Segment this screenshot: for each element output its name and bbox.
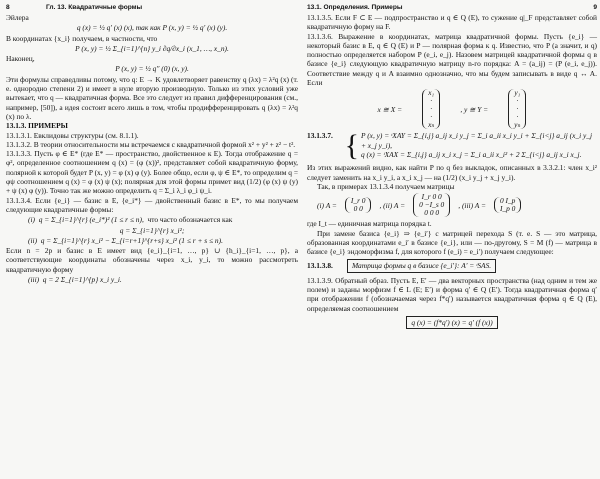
vector-entry: · xyxy=(516,112,519,122)
vector-entry: · xyxy=(516,104,519,114)
matrix-row: I_p 0 xyxy=(499,204,516,214)
matrix-ii xyxy=(413,193,450,217)
vector-entry: · xyxy=(430,104,433,114)
matrix-label: , (iii) A = xyxy=(458,200,486,210)
matrix-row: 0 0 0 xyxy=(424,208,440,218)
paragraph: 13.1.3.6. Выражение в координатах, матрица квадратичной формы. Пусть {e_i} — некоторый базис в E, q ∈ Q (E) и P — полярная форма к q. Известно, что P (а значит, и q) полностью определяется набором P (e_i, e_j). Назовем матрицей квадратичной формы q в базисе {e_i} следующую квадратичную матрицу n-го порядка: A = (a_ij) = (P (e_i, e_j)). Соответствие между q и A взаимно однозначно, что мы будем записывать в виде q ↔ A. Если xyxy=(307,31,597,88)
matrix-row: 0 I_p xyxy=(499,196,516,206)
paragraph: Так, в примерах 13.1.3.4 получаем матрицы xyxy=(317,181,455,191)
paragraph: 13.1.3.3. Пусть φ ∈ E* (где E* — пространство, двойственное к E). Тогда отображение q = φ², определенное соотношением q (x) = (φ (x))², представляет собой квадратичную форму, полярной к которой будет P (x, y) = φ (x) φ (y). Более общо, если φ, ψ ∈ E*, то определим q = φψ соотношением q (x) = φ (x) ψ (x); полярная для этой формы примет вид (1/2) (φ (x) ψ (y) + ψ (x) φ (y)). Точно так же можно определить q = Σ_i λ_i φ_i ψ_i. xyxy=(6,149,298,196)
text-line: В координатах {x_i} получаем, в частности, что xyxy=(6,33,158,43)
text-fragment: что часто обозначается как xyxy=(147,215,233,225)
equation-rows xyxy=(361,131,597,161)
vector-y-label: , y ≅ Y = xyxy=(460,104,489,114)
example-i xyxy=(28,215,298,224)
paragraph: При замене базиса {e_i} ⇒ {e_i′} с матрицей перехода S (т. е. S — это матрица, образованная координатами e_i′ в базисе {e_i}, или — по-другому, S = M (f) — матрица в базисе {e_i} эндоморфизма f, для которого f (e_i) = e_i′) получаем следующее: xyxy=(307,228,597,257)
equation-label: 13.1.3.7. xyxy=(307,131,333,141)
example-matrices xyxy=(317,193,597,217)
formula: q = Σ_{i=1}^{r} x_i²; xyxy=(119,225,185,235)
paragraph: 13.1.3.5. Если F ⊂ E — подпространство и q ∈ Q (E), то сужение q|_F представляет собой квадратичную форму на F. xyxy=(307,13,597,32)
left-running-head xyxy=(6,3,298,13)
vector-y xyxy=(508,89,526,129)
paragraph: Эти формулы справедливы потому, что q: E → K удовлетворяет равенству q (λx) = λ²q (x) (т. е. однородно степени 2) и имеет в нуле вторую производную. Только из этих условий уже вытекает, что q — квадратичная форма. Все это следует из правил дифференцирования (см., например, [50]), а идея состоит всего лишь в том, чтобы продифференцировать q (λx) = λ²q (x) по λ. xyxy=(6,74,298,121)
right-running-head xyxy=(307,3,597,13)
vector-entry: y₁ xyxy=(514,88,521,98)
formula: q = 2 Σ_{i=1}^{p} x_i y_i. xyxy=(42,275,122,285)
paragraph: 13.1.3.9. Обратный образ. Пусть E, E′ — два векторных пространства (над одним и тем же полем) и заданы морфизм f ∈ L (E; E′) и форма q′ ∈ Q (E′). Тогда квадратичная форма q′ при отображении f (обозначаемая через f*q′) называется квадратичная форма q ∈ Q (E), определяемая соотношением xyxy=(307,275,597,313)
example-label: (iii) xyxy=(28,275,40,285)
example-label: (ii) xyxy=(28,235,38,245)
example-ii xyxy=(28,236,298,245)
matrix-row: 0 −I_s 0 xyxy=(419,200,445,210)
equation-row: P (x, y) = ᵗXAY = Σ_{i,j} a_ij x_i y_j = Σ_i a_ii x_i y_i + Σ_{i<j} a_ij (x_i y_j + x_j y_i), xyxy=(360,131,593,150)
text-line: Наконец, xyxy=(6,54,35,64)
vector-entry: x₁ xyxy=(428,88,435,98)
paragraph: 13.1.3.4. Если {e_i} — базис в E, {e_i*} — двойственный базис в E*, то мы получаем следующие квадратичные формы: xyxy=(6,195,298,214)
left-page xyxy=(6,3,298,285)
vector-entry: · xyxy=(516,96,519,106)
right-page-number: 9 xyxy=(593,4,597,11)
coordinate-vectors xyxy=(307,89,597,129)
vector-entry: yₙ xyxy=(514,120,521,130)
left-page-number: 8 xyxy=(6,4,10,11)
right-page xyxy=(307,3,597,332)
left-chapter-title: Гл. 13. Квадратичные формы xyxy=(46,4,143,11)
formula: P (x, y) = ½ q″ (0) (x, y). xyxy=(115,64,189,74)
formula: q (x) = ½ q′ (x) (x), так как P (x, y) = ½ q′ (x) (y). xyxy=(76,23,228,33)
matrix-iii xyxy=(494,197,521,213)
matrix-row: 0 0 xyxy=(353,204,363,214)
paragraph: Из этих выражений видно, как найти P по q без выкладок, описанных в 3.3.2.1: член x_i² следует заменить на x_i y_i, а x_i x_j — на (1/2) (x_i y_j + x_j y_i). xyxy=(307,163,597,182)
vector-x xyxy=(422,89,440,129)
example-label: (i) xyxy=(28,215,35,225)
boxed-definition-row xyxy=(307,316,597,329)
section-heading: 13.1.3. ПРИМЕРЫ xyxy=(6,121,68,131)
formula: q = Σ_{i=1}^{r} (e_i*)² (1 ≤ r ≤ n), xyxy=(38,215,144,225)
boxed-statement-row xyxy=(307,259,597,272)
equation-system xyxy=(307,131,597,161)
matrix-row: I_r 0 0 xyxy=(421,192,442,202)
formula: q = Σ_{i=1}^{r} x_i² − Σ_{i=r+1}^{r+s} x_i² (1 ≤ r + s ≤ n). xyxy=(40,235,223,245)
matrix-label: (i) A = xyxy=(317,200,337,210)
paragraph: 13.1.3.1. Евклидовы структуры (см. 8.1.1). xyxy=(6,130,139,140)
vector-entry: · xyxy=(430,96,433,106)
vector-x-label: x ≅ X = xyxy=(377,104,403,114)
example-iii xyxy=(28,275,298,284)
vector-entry: · xyxy=(430,112,433,122)
matrix-row: I_r 0 xyxy=(350,196,366,206)
left-brace: { xyxy=(344,129,359,163)
boxed-formula: q (x) = (f*q′) (x) = q′ (f (x)) xyxy=(406,316,497,329)
paragraph: Если n = 2p и базис в E имеет вид {e_i}_{i=1, …, p} ∪ {h_i}_{i=1, …, p}, а соответствующие координаты обозначены через x_i, y_i, то можно рассмотреть квадратичную форму xyxy=(6,246,298,274)
boxed-formula: Матрица формы q в базисе {e_i′}: A′ = ᵗSAS. xyxy=(347,259,496,272)
matrix-label: , (ii) A = xyxy=(379,200,406,210)
formula: P (x, y) = ½ Σ_{i=1}^{n} y_i ∂q/∂x_i (x_1, …, x_n). xyxy=(75,43,229,53)
statement-label: 13.1.3.8. xyxy=(307,261,333,271)
equation-row: q (x) = ᵗXAX = Σ_{i,j} a_ij x_i x_j = Σ_i a_ii x_i² + 2 Σ_{i<j} a_ij x_i x_j. xyxy=(360,149,582,159)
matrix-i xyxy=(345,197,372,213)
vector-entry: xₙ xyxy=(428,120,435,130)
paragraph: 13.1.3.2. В теории относительности мы встречаемся с квадратичной формой x² + y² + z² − t². xyxy=(6,139,296,149)
right-section-title: 13.1. Определения. Примеры xyxy=(307,4,403,11)
paragraph: где I_t — единичная матрица порядка t. xyxy=(307,219,432,229)
text-line: Эйлера xyxy=(6,13,29,22)
